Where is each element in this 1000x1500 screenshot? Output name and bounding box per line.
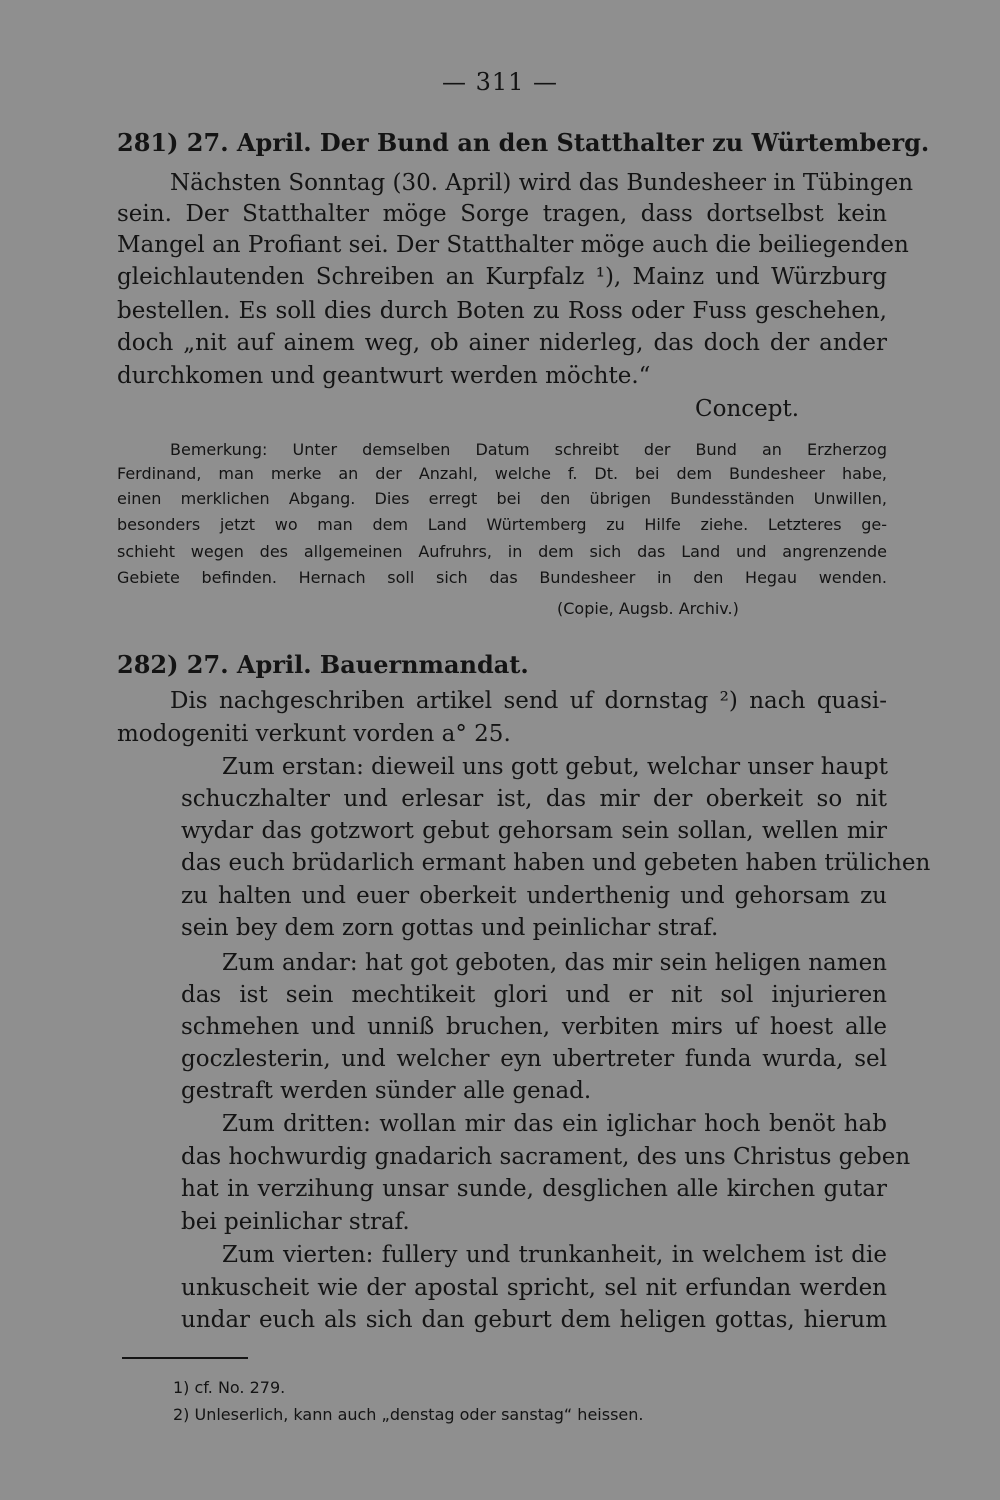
doc-281-line: sein. Der Statthalter möge Sorge tragen, dass dortselbst kein [117, 201, 887, 227]
doc-281-note-line: Ferdinand, man merke an der Anzahl, welche f. Dt. bei dem Bundesheer habe, [117, 464, 887, 483]
doc-282-body-line: Zum dritten: wollan mir das ein iglichar hoch benöt hab [222, 1111, 887, 1137]
doc-281-note-line: Gebiete befinden. Hernach soll sich das Bundesheer in den Hegau wenden. [117, 568, 887, 587]
doc-282-body-line: schuczhalter und erlesar ist, das mir der oberkeit so nit [181, 786, 887, 812]
doc-281-line: Nächsten Sonntag (30. April) wird das Bundesheer in Tübingen [170, 170, 914, 196]
doc-282-body-line: schmehen und unniß bruchen, verbiten mirs uf hoest alle [181, 1014, 887, 1040]
doc-282-body-line: Zum vierten: fullery und trunkanheit, in welchem ist die [222, 1242, 887, 1268]
doc-281-heading: 281) 27. April. Der Bund an den Statthalter zu Würtemberg. [117, 128, 930, 157]
footnote: 1) cf. No. 279. [173, 1378, 286, 1397]
doc-281-line: doch „nit auf ainem weg, ob ainer niderleg, das doch der ander [117, 330, 887, 356]
doc-282-intro-line: Dis nachgeschriben artikel send uf dornstag ²) nach quasi- [170, 688, 887, 714]
doc-282-body-line: Zum erstan: dieweil uns gott gebut, welchar unser haupt [222, 754, 889, 780]
doc-281-line: durchkomen und geantwurt werden möchte.“ [117, 363, 651, 389]
doc-282-body-line: das euch brüdarlich ermant haben und gebeten haben trülichen [181, 850, 931, 876]
doc-282-body-line: gestraft werden sünder alle genad. [181, 1078, 592, 1104]
doc-281-note-line: schieht wegen des allgemeinen Aufruhrs, in dem sich das Land und angrenzende [117, 542, 887, 561]
doc-282-body-line: Zum andar: hat got geboten, das mir sein heligen namen [222, 950, 887, 976]
doc-281-note-line: Bemerkung: Unter demselben Datum schreibt der Bund an Erzherzog [170, 440, 887, 459]
doc-281-note-source: (Copie, Augsb. Archiv.) [557, 599, 739, 618]
doc-282-body-line: undar euch als sich dan geburt dem heligen gottas, hierum [181, 1307, 887, 1333]
footnote-rule [122, 1357, 248, 1359]
doc-282-body-line: hat in verzihung unsar sunde, desglichen alle kirchen gutar [181, 1176, 887, 1202]
doc-281-line: gleichlautenden Schreiben an Kurpfalz ¹), Mainz und Würzburg [117, 264, 887, 290]
doc-282-body-line: das ist sein mechtikeit glori und er nit sol injurieren [181, 982, 887, 1008]
footnote: 2) Unleserlich, kann auch „denstag oder sanstag“ heissen. [173, 1405, 644, 1424]
doc-281-line: Mangel an Profiant sei. Der Statthalter möge auch die beiliegenden [117, 232, 909, 258]
page-number: — 311 — [441, 68, 559, 96]
doc-282-body-line: wydar das gotzwort gebut gehorsam sein sollan, wellen mir [181, 818, 887, 844]
doc-281-line: bestellen. Es soll dies durch Boten zu Ross oder Fuss geschehen, [117, 298, 887, 324]
doc-281-note-line: besonders jetzt wo man dem Land Würtemberg zu Hilfe ziehe. Letzteres ge- [117, 515, 887, 534]
doc-282-body-line: unkuscheit wie der apostal spricht, sel nit erfundan werden [181, 1275, 887, 1301]
doc-282-body-line: bei peinlichar straf. [181, 1209, 410, 1235]
doc-282-heading: 282) 27. April. Bauernmandat. [117, 650, 529, 679]
doc-282-body-line: zu halten und euer oberkeit underthenig und gehorsam zu [181, 883, 887, 909]
doc-281-source: Concept. [695, 396, 800, 422]
doc-282-intro-line: modogeniti verkunt vorden a° 25. [117, 721, 511, 747]
doc-282-body-line: das hochwurdig gnadarich sacrament, des uns Christus geben [181, 1144, 911, 1170]
doc-281-note-line: einen merklichen Abgang. Dies erregt bei den übrigen Bundesständen Unwillen, [117, 489, 887, 508]
doc-282-body-line: sein bey dem zorn gottas und peinlichar straf. [181, 915, 719, 941]
doc-282-body-line: goczlesterin, und welcher eyn ubertreter funda wurda, sel [181, 1046, 887, 1072]
